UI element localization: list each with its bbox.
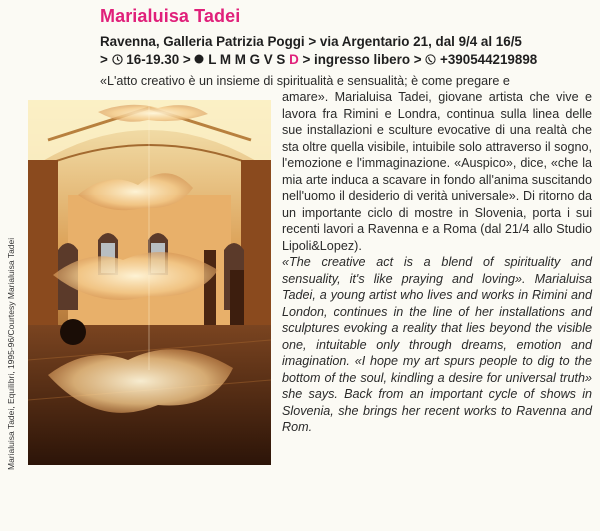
article-lead: «L'atto creativo è un insieme di spiritualità e sensualità; è come pregare e [100, 74, 510, 88]
phone-icon [425, 54, 436, 65]
entry-info: > ingresso libero > [302, 52, 422, 67]
hours-prefix: > [100, 52, 108, 67]
opening-hours: 16-19.30 [126, 52, 180, 67]
closed-day: D [289, 52, 299, 67]
artist-title: Marialuisa Tadei [100, 6, 241, 26]
article-body [282, 89, 592, 436]
venue-line: Ravenna, Galleria Patrizia Poggi > via Argentario 21, dal 9/4 al 16/5 [100, 34, 522, 49]
phone-number: +390544219898 [440, 52, 538, 67]
bullet-icon [194, 54, 204, 64]
days-prefix: > [182, 52, 191, 67]
open-days: L M M G V S [208, 52, 286, 67]
venue-info [100, 33, 596, 69]
installation-photo [28, 100, 271, 465]
italian-text: amare». Marialuisa Tadei, giovane artista che vive e lavora fra Rimini e Londra, continua sulla linea delle sue installazioni e sculture evocative di una realtà che sta oltre quella visibile, intuibile solo attraverso il sogno, l'emozione e l'immaginazione. «Auspico», dice, «che la mia arte induca a scavare in fondo all'anima suscitando nell'uomo il desiderio di verità universale». Di ritorno da un importante ciclo di mostre in Slovenia, porta i sui recenti lavori a Ravenna e a Roma (dal 21/4 allo Studio Lipoli&Lopez). [282, 90, 592, 253]
photo-image [28, 100, 271, 465]
photo-caption: Marialuisa Tadei, Equilibri, 1995-96/Courtesy Marialuisa Tadei [6, 237, 16, 470]
english-text: «The creative act is a blend of spirituality and sensuality, it's like praying and loving». Marialuisa Tadei, a young artist who lives and works in Rimini and London, continues in the line of her installations and sculptures evoking a reality that lies beyond the visible one, intuitable only through dreams, emotion and imagination. «I hope my art spurs people to dig to the bottom of the soul, kindling a desire for universal truth» she says. Back from an important cycle of shows in Slovenia, she brings her recent works to Ravenna and Rom. [282, 255, 592, 434]
clock-icon [112, 54, 123, 65]
schedule-line [100, 51, 596, 69]
